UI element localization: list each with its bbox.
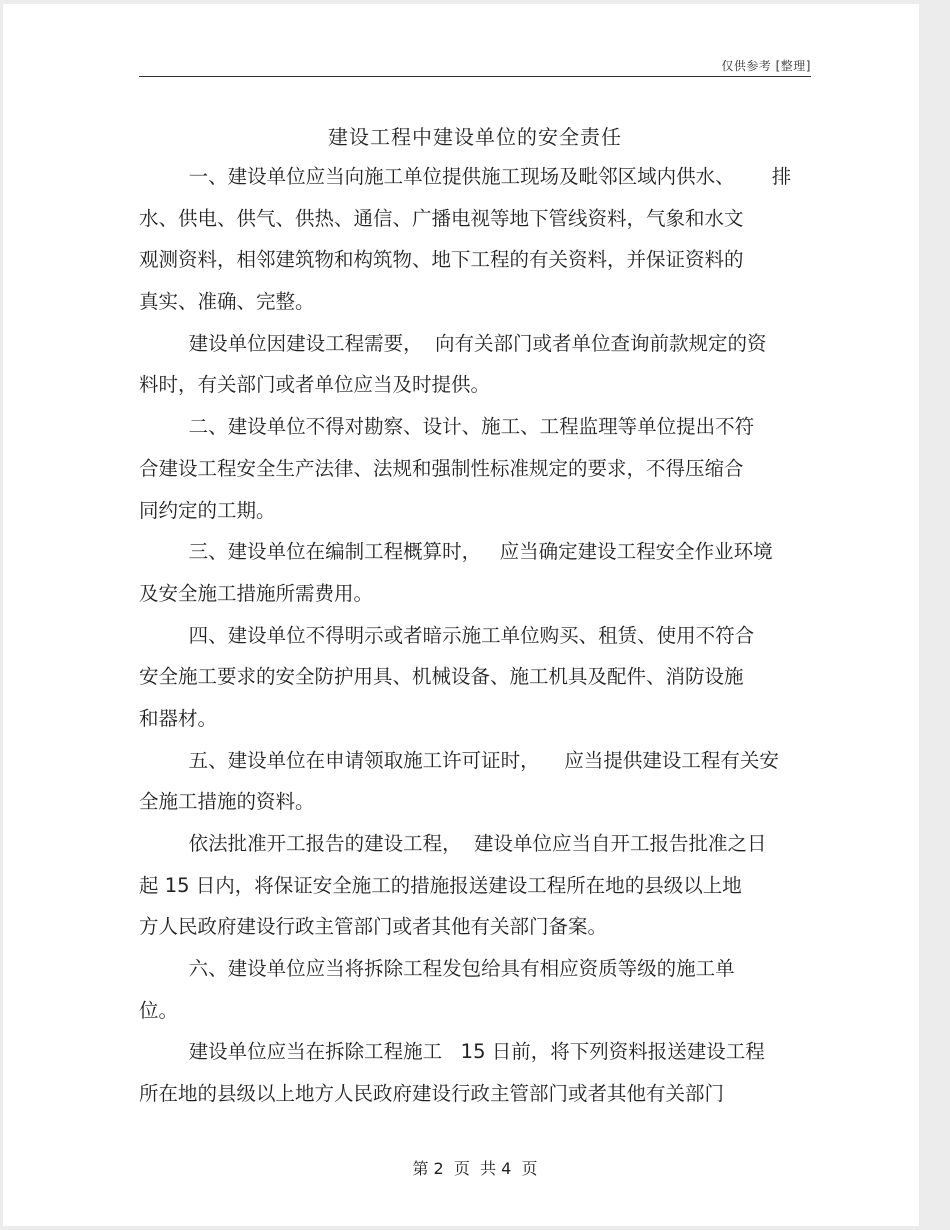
text-line: 建设单位应当在拆除工程施工 15 日前，将下列资料报送建设工程	[139, 1040, 765, 1064]
text-line: 和器材。	[139, 706, 218, 730]
text-line: 四、建设单位不得明示或者暗示施工单位购买、租赁、使用不符合	[139, 623, 755, 647]
document-title: 建设工程中建设单位的安全责任	[328, 125, 622, 149]
text-line: 全施工措施的资料。	[139, 790, 315, 814]
text-line: 位。	[139, 998, 179, 1022]
text-line: 所在地的县级以上地方人民政府建设行政主管部门或者其他有关部门	[139, 1082, 725, 1106]
header-rule	[139, 76, 811, 77]
text-line: 三、建设单位在编制工程概算时， 应当确定建设工程安全作业环境	[139, 540, 773, 564]
text-line: 安全施工要求的安全防护用具、机械设备、施工机具及配件、消防设施	[139, 665, 744, 689]
text-line: 一、建设单位应当向施工单位提供施工现场及毗邻区域内供水、 排	[139, 165, 792, 188]
page-number-footer: 第 2 页 共 4 页	[412, 1159, 538, 1178]
text-line: 六、建设单位应当将拆除工程发包给具有相应资质等级的施工单	[139, 957, 735, 981]
text-line: 起 15 日内，将保证安全施工的措施报送建设工程所在地的县级以上地	[139, 873, 742, 897]
text-line: 真实、准确、完整。	[139, 290, 315, 314]
text-line: 二、建设单位不得对勘察、设计、施工、工程监理等单位提出不符	[139, 415, 755, 439]
text-line: 料时，有关部门或者单位应当及时提供。	[139, 373, 491, 397]
header-note: 仅供参考 [整理]	[721, 59, 811, 73]
text-line: 及安全施工措施所需费用。	[139, 581, 374, 605]
document-page	[3, 4, 919, 1226]
text-line: 依法批准开工报告的建设工程， 建设单位应当自开工报告批准之日	[139, 832, 767, 855]
text-line: 观测资料，相邻建筑物和构筑物、地下工程的有关资料，并保证资料的	[139, 248, 744, 272]
text-line: 建设单位因建设工程需要， 向有关部门或者单位查询前款规定的资	[139, 331, 767, 355]
text-line: 方人民政府建设行政主管部门或者其他有关部门备案。	[139, 915, 608, 939]
text-line: 五、建设单位在申请领取施工许可证时， 应当提供建设工程有关安	[139, 748, 779, 772]
text-line: 同约定的工期。	[139, 498, 276, 522]
text-line: 水、供电、供气、供热、通信、广播电视等地下管线资料，气象和水文	[139, 206, 744, 230]
text-line: 合建设工程安全生产法律、法规和强制性标准规定的要求，不得压缩合	[139, 456, 744, 480]
document-body	[139, 156, 811, 1115]
